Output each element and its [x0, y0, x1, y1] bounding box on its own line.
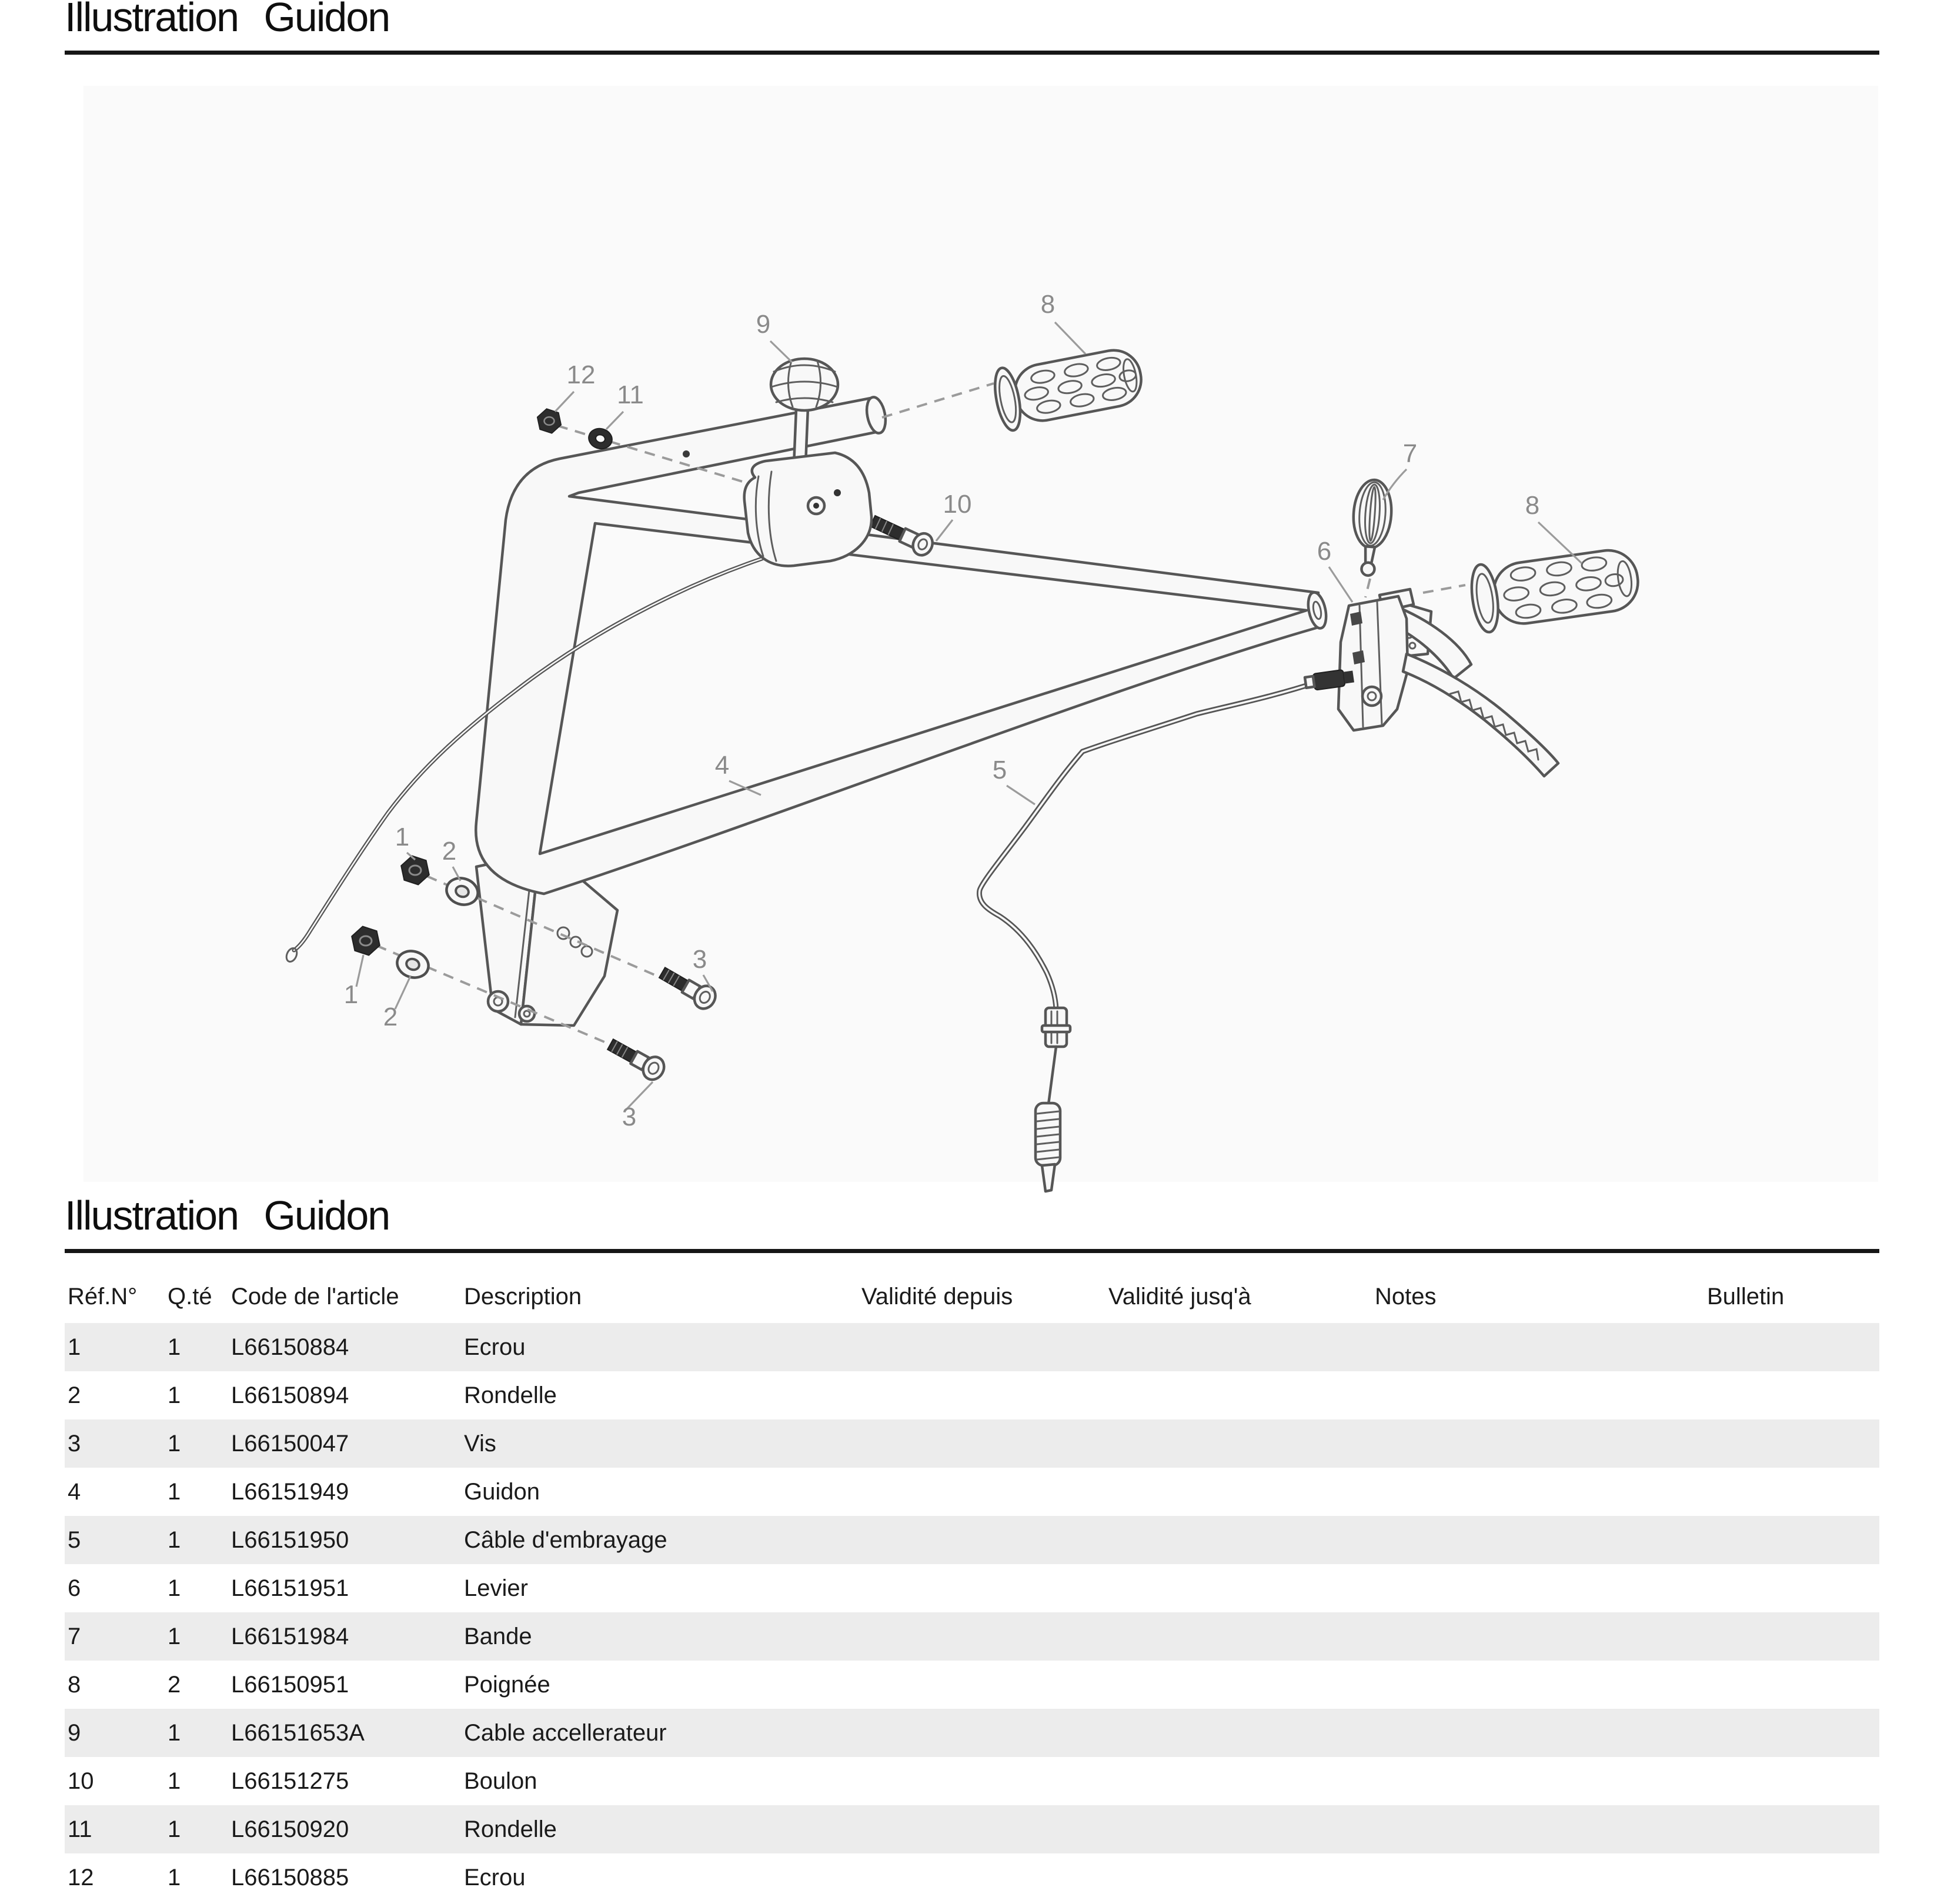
table-row — [65, 1323, 1879, 1371]
cell-valid-to — [1105, 1419, 1372, 1468]
table-row — [65, 1805, 1879, 1853]
header-qty: Q.té — [168, 1283, 212, 1310]
cell-bulletin — [1704, 1757, 1879, 1805]
callout-9: 9 — [756, 310, 771, 339]
cell-bulletin — [1704, 1371, 1879, 1419]
cell-code: L66150884 — [231, 1334, 349, 1360]
cell-ref: 2 — [68, 1382, 81, 1408]
table-row — [65, 1661, 1879, 1709]
cell-description: Bande — [464, 1623, 532, 1649]
cell-qty: 1 — [168, 1334, 181, 1360]
header-description: Description — [464, 1283, 582, 1310]
header-code: Code de l'article — [231, 1283, 399, 1310]
cell-code: L66151984 — [231, 1623, 349, 1649]
cell-code: L66151275 — [231, 1768, 349, 1794]
cell-ref: 5 — [68, 1526, 81, 1553]
diagram-panel — [83, 86, 1878, 1182]
cell-valid-to — [1105, 1612, 1372, 1661]
cell-valid-to — [1105, 1661, 1372, 1709]
table-header-row — [65, 1270, 1879, 1323]
header-ref: Réf.N° — [68, 1283, 138, 1310]
cell-description: Levier — [464, 1575, 528, 1601]
cell-notes — [1372, 1371, 1704, 1419]
cell-notes — [1372, 1564, 1704, 1612]
callout-6: 6 — [1317, 537, 1332, 566]
table-row — [65, 1419, 1879, 1468]
cell-qty: 2 — [168, 1671, 181, 1698]
table-row — [65, 1371, 1879, 1419]
header-valid-from: Validité depuis — [861, 1283, 1013, 1310]
callout-8-left: 8 — [1040, 290, 1055, 319]
cell-description: Poignée — [464, 1671, 550, 1698]
cell-valid-from — [859, 1468, 1105, 1516]
cell-valid-from — [859, 1323, 1105, 1371]
cell-bulletin — [1704, 1468, 1879, 1516]
lever-pivot-bolt — [1362, 687, 1381, 706]
cell-notes — [1372, 1709, 1704, 1757]
cell-notes — [1372, 1323, 1704, 1371]
cell-bulletin — [1704, 1805, 1879, 1853]
cell-qty: 1 — [168, 1478, 181, 1505]
cell-ref: 3 — [68, 1430, 81, 1457]
section-title: Illustration Guidon — [65, 1192, 390, 1238]
callout-3-upper: 3 — [692, 945, 707, 974]
cell-description: Ecrou — [464, 1334, 526, 1360]
cell-ref: 8 — [68, 1671, 81, 1698]
callout-11: 11 — [617, 380, 644, 409]
table-row — [65, 1709, 1879, 1757]
cell-code: L66150885 — [231, 1864, 349, 1890]
title-rule-bottom — [65, 1249, 1879, 1253]
cell-valid-from — [859, 1805, 1105, 1853]
cell-notes — [1372, 1805, 1704, 1853]
cell-valid-to — [1105, 1564, 1372, 1612]
cell-ref: 4 — [68, 1478, 81, 1505]
table-body — [65, 1323, 1879, 1902]
cell-bulletin — [1704, 1516, 1879, 1564]
cell-qty: 1 — [168, 1623, 181, 1649]
callout-1-lower: 1 — [343, 980, 359, 1009]
cell-notes — [1372, 1853, 1704, 1902]
callout-3-lower: 3 — [622, 1103, 637, 1131]
callout-10: 10 — [943, 490, 972, 519]
header-valid-to: Validité jusq'à — [1108, 1283, 1251, 1310]
callout-1-upper: 1 — [395, 823, 410, 851]
parts-table — [65, 1270, 1879, 1902]
cell-valid-from — [859, 1709, 1105, 1757]
cell-valid-from — [859, 1757, 1105, 1805]
cell-valid-from — [859, 1371, 1105, 1419]
callout-2-upper: 2 — [442, 837, 457, 866]
cell-code: L66151950 — [231, 1526, 349, 1553]
cell-description: Guidon — [464, 1478, 540, 1505]
cell-bulletin — [1704, 1612, 1879, 1661]
cell-notes — [1372, 1757, 1704, 1805]
cell-notes — [1372, 1419, 1704, 1468]
cell-code: L66151951 — [231, 1575, 349, 1601]
callout-5: 5 — [992, 756, 1007, 784]
cell-qty: 1 — [168, 1768, 181, 1794]
cell-qty: 1 — [168, 1719, 181, 1746]
cell-code: L66150047 — [231, 1430, 349, 1457]
cable-end-tip — [1042, 1164, 1055, 1191]
cell-valid-from — [859, 1564, 1105, 1612]
cell-description: Rondelle — [464, 1382, 557, 1408]
cell-valid-from — [859, 1661, 1105, 1709]
cell-valid-to — [1105, 1468, 1372, 1516]
cell-description: Rondelle — [464, 1816, 557, 1842]
cell-ref: 1 — [68, 1334, 81, 1360]
callout-4: 4 — [714, 751, 730, 780]
cell-valid-from — [859, 1516, 1105, 1564]
cell-description: Cable accellerateur — [464, 1719, 667, 1746]
table-row — [65, 1612, 1879, 1661]
table-row — [65, 1564, 1879, 1612]
cell-description: Ecrou — [464, 1864, 526, 1890]
table-row — [65, 1516, 1879, 1564]
cell-bulletin — [1704, 1564, 1879, 1612]
cell-valid-to — [1105, 1371, 1372, 1419]
table-row — [65, 1468, 1879, 1516]
cell-code: L66150951 — [231, 1671, 349, 1698]
cell-qty: 1 — [168, 1382, 181, 1408]
cell-code: L66150894 — [231, 1382, 349, 1408]
cell-notes — [1372, 1468, 1704, 1516]
cell-bulletin — [1704, 1323, 1879, 1371]
cell-valid-to — [1105, 1805, 1372, 1853]
cell-bulletin — [1704, 1709, 1879, 1757]
header-notes: Notes — [1375, 1283, 1437, 1310]
table-row — [65, 1853, 1879, 1902]
cell-valid-from — [859, 1612, 1105, 1661]
cell-description: Boulon — [464, 1768, 537, 1794]
callout-7: 7 — [1402, 439, 1418, 468]
cell-ref: 10 — [68, 1768, 94, 1794]
cell-valid-to — [1105, 1709, 1372, 1757]
cell-ref: 12 — [68, 1864, 94, 1890]
cell-qty: 1 — [168, 1816, 181, 1842]
cell-valid-from — [859, 1853, 1105, 1902]
cell-valid-to — [1105, 1853, 1372, 1902]
table-row — [65, 1757, 1879, 1805]
cell-code: L66151949 — [231, 1478, 349, 1505]
lever-clamp — [1338, 596, 1408, 730]
cell-bulletin — [1704, 1853, 1879, 1902]
header-bulletin: Bulletin — [1707, 1283, 1785, 1310]
cell-valid-to — [1105, 1516, 1372, 1564]
cell-valid-to — [1105, 1323, 1372, 1371]
cell-valid-from — [859, 1419, 1105, 1468]
page-title: Illustration Guidon — [65, 0, 390, 40]
cell-bulletin — [1704, 1661, 1879, 1709]
cell-notes — [1372, 1661, 1704, 1709]
cell-description: Câble d'embrayage — [464, 1526, 667, 1553]
cell-code: L66151653A — [231, 1719, 365, 1746]
cell-notes — [1372, 1612, 1704, 1661]
cell-valid-to — [1105, 1757, 1372, 1805]
cell-description: Vis — [464, 1430, 496, 1457]
cell-qty: 1 — [168, 1864, 181, 1890]
cell-ref: 11 — [68, 1816, 92, 1842]
tube-hole — [683, 450, 690, 457]
cell-notes — [1372, 1516, 1704, 1564]
cell-ref: 6 — [68, 1575, 81, 1601]
cell-qty: 1 — [168, 1526, 181, 1553]
cell-qty: 1 — [168, 1430, 181, 1457]
cell-bulletin — [1704, 1419, 1879, 1468]
callout-2-lower: 2 — [383, 1003, 398, 1031]
cell-ref: 9 — [68, 1719, 81, 1746]
callout-12: 12 — [566, 360, 596, 389]
cell-ref: 7 — [68, 1623, 81, 1649]
cell-code: L66150920 — [231, 1816, 349, 1842]
callout-8-right: 8 — [1525, 491, 1540, 520]
cell-qty: 1 — [168, 1575, 181, 1601]
